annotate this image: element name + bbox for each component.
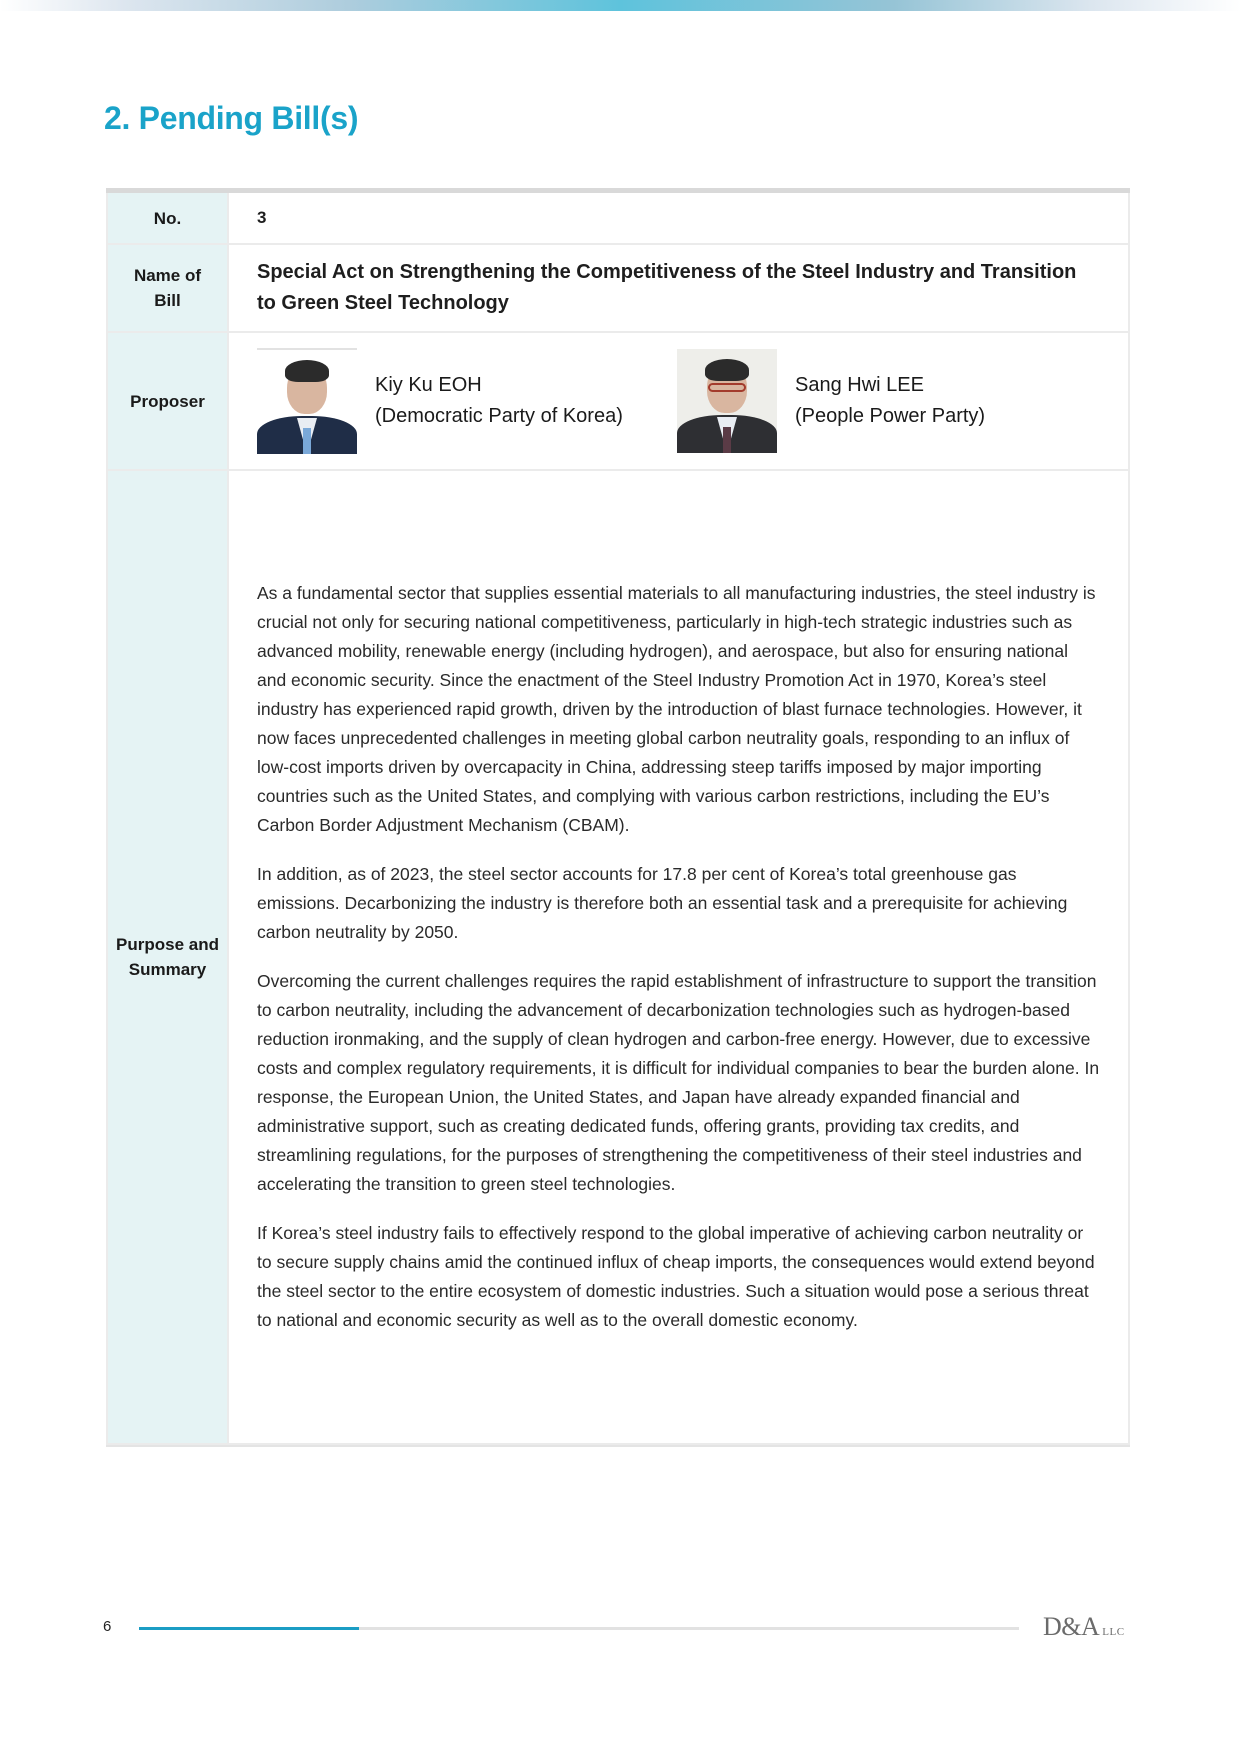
label-proposer: Proposer xyxy=(107,332,228,470)
bill-number: 3 xyxy=(228,191,1129,245)
bill-table xyxy=(106,188,1130,1445)
label-no: No. xyxy=(107,191,228,245)
row-proposer xyxy=(107,332,1129,470)
label-purpose xyxy=(107,470,228,1444)
purpose-summary xyxy=(228,470,1129,1444)
label-name-line2: Bill xyxy=(154,291,181,310)
section-title: 2. Pending Bill(s) xyxy=(104,100,359,136)
proposers xyxy=(228,332,1129,470)
proposer-1-name: Kiy Ku EOH xyxy=(375,374,482,396)
logo-main: D&A xyxy=(1043,1612,1100,1641)
company-logo xyxy=(1043,1612,1125,1642)
page-progress-fill xyxy=(139,1627,359,1630)
page-progress-track xyxy=(139,1627,1019,1630)
summary-paragraph: If Korea’s steel industry fails to effectively respond to the global imperative of achieving carbon neutrality or to secure supply chains amid the continued influx of cheap imports, the consequences would extend beyond the steel sector to the entire ecosystem of domestic industries. Such a situation would pose a serious threat to national and economic security as well as to the overall domestic economy. xyxy=(257,1223,1095,1330)
portrait-photo-icon xyxy=(677,349,777,453)
row-purpose xyxy=(107,470,1129,1444)
summary-paragraph: As a fundamental sector that supplies essential materials to all manufacturing industries, the steel industry is crucial not only for securing national competitiveness, particularly in high-tech strategic industries such as advanced mobility, renewable energy (including hydrogen), and aerospace, but also for ensuring national and economic security. Since the enactment of the Steel Industry Promotion Act in 1970, Korea’s steel industry has experienced rapid growth, driven by the introduction of blast furnace technologies. However, it now faces unprecedented challenges in meeting global carbon neutrality goals, responding to an influx of low-cost imports driven by overcapacity in China, addressing steep tariffs imposed by major importing countries such as the United States, and complying with various carbon restrictions, including the EU’s Carbon Border Adjustment Mechanism (CBAM). xyxy=(257,583,1096,835)
portrait-photo-icon xyxy=(257,348,357,454)
top-gradient-band xyxy=(0,0,1241,11)
row-bill-name xyxy=(107,244,1129,332)
bill-name-line2: to Green Steel Technology xyxy=(257,292,509,314)
bill-name-line1: Special Act on Strengthening the Competitiveness of the Steel Industry and Transition xyxy=(257,261,1077,283)
page-number: 6 xyxy=(103,1618,112,1635)
bill-name xyxy=(228,244,1129,332)
label-name-of-bill xyxy=(107,244,228,332)
label-purpose-line1: Purpose and xyxy=(116,935,219,954)
proposer-1 xyxy=(257,348,677,454)
proposer-1-party: (Democratic Party of Korea) xyxy=(375,405,623,427)
row-number xyxy=(107,191,1129,245)
logo-suffix: LLC xyxy=(1102,1626,1125,1638)
summary-paragraph: In addition, as of 2023, the steel sector accounts for 17.8 per cent of Korea’s total greenhouse gas emissions. Decarbonizing the industry is therefore both an essential task and a prerequisite for achieving carbon neutrality by 2050. xyxy=(257,864,1068,942)
label-name-line1: Name of xyxy=(133,266,202,285)
proposer-2 xyxy=(677,349,1097,453)
proposer-2-party: (People Power Party) xyxy=(795,405,986,427)
summary-paragraph: Overcoming the current challenges requires the rapid establishment of infrastructure to support the transition to carbon neutrality, including the advancement of decarbonization technologies such as hydrogen-based reduction ironmaking, and the supply of clean hydrogen and carbon-free energy. However, due to excessive costs and complex regulatory requirements, it is difficult for individual companies to bear the burden alone. In response, the European Union, the United States, and Japan have already expanded financial and administrative support, such as creating dedicated funds, offering grants, providing tax credits, and streamlining regulations, for the purposes of strengthening the competitiveness of their steel industries and accelerating the transition to green steel technologies. xyxy=(257,971,1100,1194)
proposer-2-name: Sang Hwi LEE xyxy=(795,374,924,396)
label-purpose-line2: Summary xyxy=(128,960,207,979)
